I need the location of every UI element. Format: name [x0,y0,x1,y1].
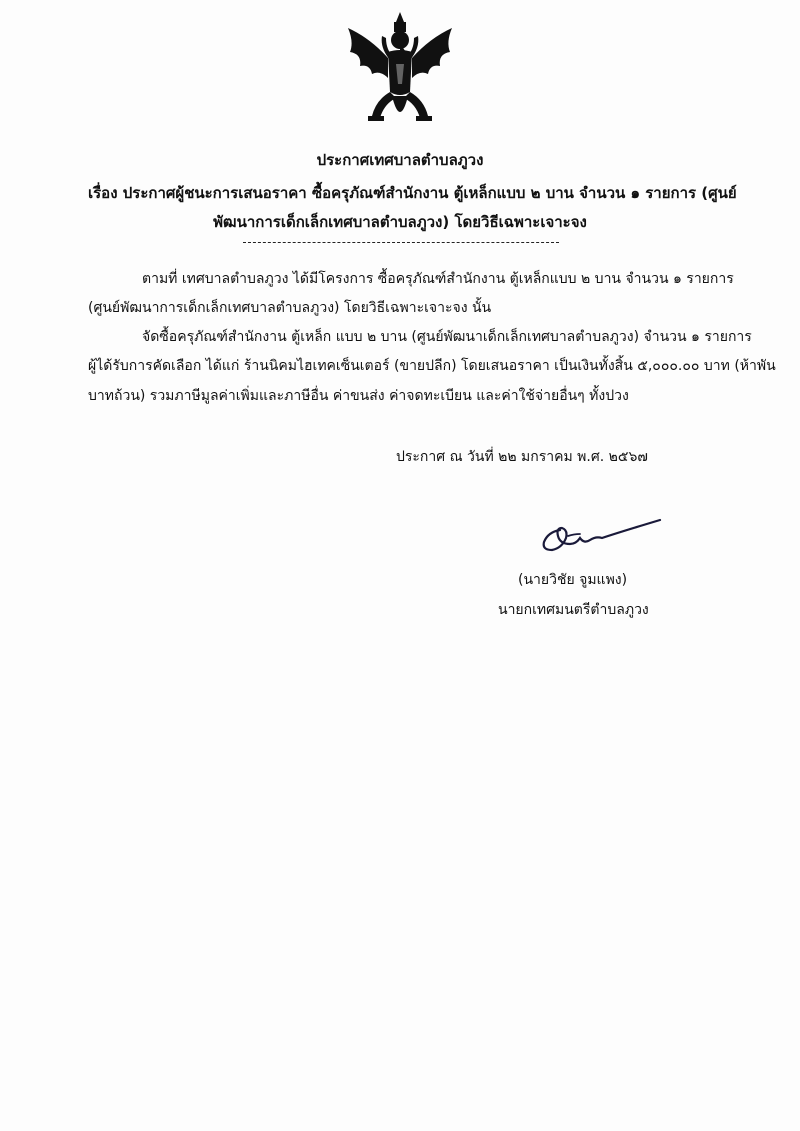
paragraph-2-line-2: ผู้ได้รับการคัดเลือก ได้แก่ ร้านนิคมไฮเทคเซ็นเตอร์ (ขายปลีก) โดยเสนอราคา เป็นเงินทั้งสิ้น ๕,๐๐๐.๐๐ บาท (ห้าพัน [88,358,776,374]
subject-line-1: เรื่อง ประกาศผู้ชนะการเสนอราคา ซื้อครุภัณฑ์สำนักงาน ตู้เหล็กแบบ ๒ บาน จำนวน ๑ รายการ (ศูนย์ [88,184,737,202]
dashed-divider [243,242,559,243]
paragraph-1-line-1: ตามที่ เทศบาลตำบลภูวง ได้มีโครงการ ซื้อครุภัณฑ์สำนักงาน ตู้เหล็กแบบ ๒ บาน จำนวน ๑ รายการ [142,271,734,287]
paragraph-2-line-1: จัดซื้อครุภัณฑ์สำนักงาน ตู้เหล็ก แบบ ๒ บาน (ศูนย์พัฒนาเด็กเล็กเทศบาลตำบลภูวง) จำนวน ๑ รายการ [142,329,752,345]
announcement-date: ประกาศ ณ วันที่ ๒๒ มกราคม พ.ศ. ๒๕๖๗ [396,449,648,465]
subject-line-2: พัฒนาการเด็กเล็กเทศบาลตำบลภูวง) โดยวิธีเฉพาะเจาะจง [213,213,587,231]
handwritten-signature [530,510,670,560]
signer-position: นายกเทศมนตรีตำบลภูวง [498,602,649,618]
garuda-emblem-icon [340,8,460,136]
paragraph-1-line-2: (ศูนย์พัฒนาการเด็กเล็กเทศบาลตำบลภูวง) โดยวิธีเฉพาะเจาะจง นั้น [88,300,492,316]
signer-name: (นายวิชัย จูมแพง) [518,572,628,588]
org-title: ประกาศเทศบาลตำบลภูวง [316,151,484,169]
paragraph-2-line-3: บาทถ้วน) รวมภาษีมูลค่าเพิ่มและภาษีอื่น ค่าขนส่ง ค่าจดทะเบียน และค่าใช้จ่ายอื่นๆ ทั้งปวง [88,388,629,404]
